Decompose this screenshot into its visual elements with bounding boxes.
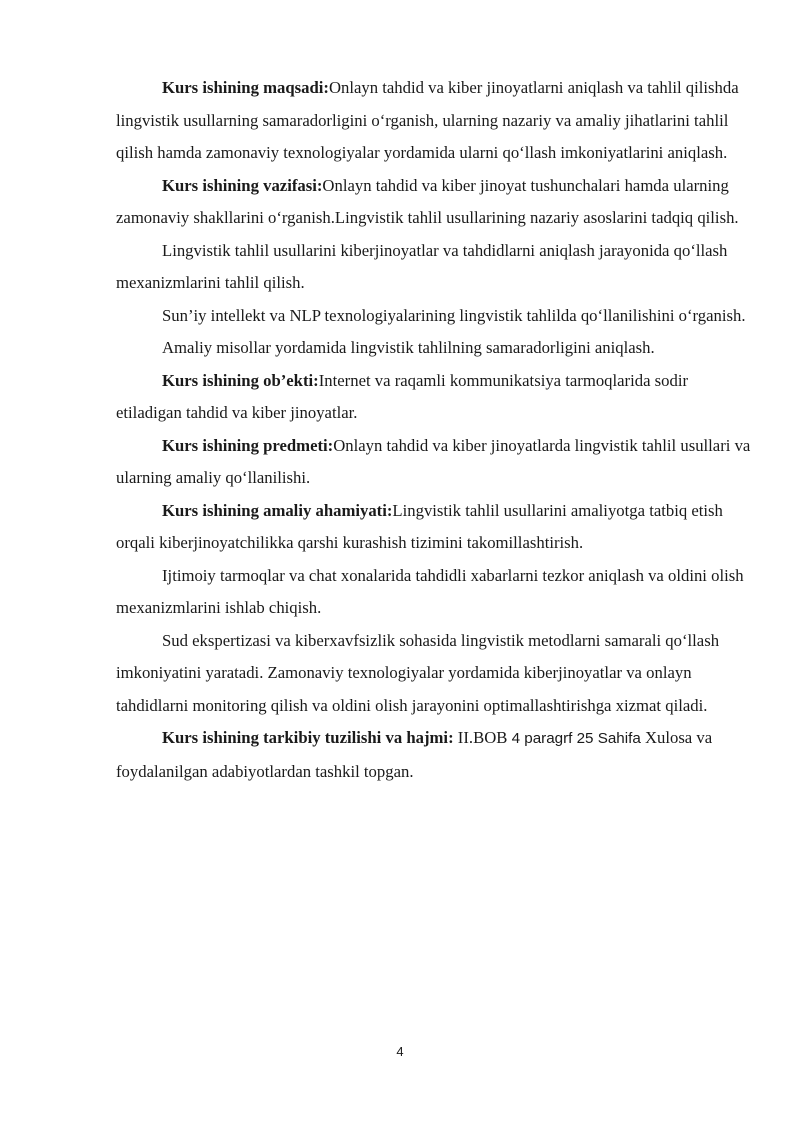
paragraph-text: Amaliy misollar yordamida lingvistik tahlilning samaradorligini aniqlash. — [162, 338, 655, 357]
paragraph-tasks — [116, 170, 756, 235]
paragraph-text: II.BOB — [453, 728, 512, 747]
paragraph-lead: Kurs ishining predmeti: — [162, 435, 334, 455]
paragraph-text: Internet va raqamli kommunikatsiya tarmoqlarida sodir etiladigan tahdid va kiber jinoyatlar. — [116, 370, 689, 422]
paragraph-text: Sud ekspertizasi va kiberxavfsizlik sohasida lingvistik metodlarni samarali qo‘llash imkoniyatini yaratadi. Zamonaviy texnologiyalar yordamida kiberjinoyatlar va onlayn tahdidlarni monitoring qilish va oldini olish jarayonini optimallashtirishga xizmat qiladi. — [116, 630, 720, 715]
paragraph-lead: Kurs ishining maqsadi: — [162, 78, 329, 97]
paragraph-text: Lingvistik tahlil usullarini kiberjinoyatlar va tahdidlarni aniqlash jarayonida qo‘llash mexanizmlarini tahlil qilish. — [116, 240, 728, 292]
paragraph-task-item — [116, 235, 756, 300]
paragraph-object — [116, 365, 756, 430]
paragraph-significance-item — [116, 560, 756, 625]
paragraph-subject — [116, 430, 756, 495]
paragraph-lead: Kurs ishining vazifasi: — [162, 175, 323, 195]
paragraph-structure — [116, 722, 756, 788]
paragraph-text: Onlayn tahdid va kiber jinoyat tushunchalari hamda ularning zamonaviy shakllarini o‘rganish.Lingvistik tahlil usullarining nazariy asoslarini tadqiq qilish. — [116, 175, 739, 227]
paragraph-lead: Kurs ishining amaliy ahamiyati: — [162, 500, 393, 520]
paragraph-text: Ijtimoiy tarmoqlar va chat xonalarida tahdidli xabarlarni tezkor aniqlash va oldini olish mexanizmlarini ishlab chiqish. — [116, 565, 744, 617]
paragraph-significance-item — [116, 625, 756, 723]
paragraph-lead: Kurs ishining ob’ekti: — [162, 370, 319, 390]
paragraph-text: Sun’iy intellekt va NLP texnologiyalarining lingvistik tahlilda qo‘llanilishini o‘rganish. — [162, 305, 746, 325]
paragraph-task-item — [116, 332, 756, 365]
paragraph-text: Xulosa va foydalanilgan adabiyotlardan tashkil topgan. — [116, 728, 713, 781]
paragraph-text: Onlayn tahdid va kiber jinoyatlarda lingvistik tahlil usullari va ularning amaliy qo‘llanilishi. — [116, 435, 751, 487]
paragraph-practical-significance — [116, 495, 756, 560]
page-number: 4 — [396, 1044, 404, 1059]
paragraph-text: Onlayn tahdid va kiber jinoyatlarni aniqlash va tahlil qilishda lingvistik usullarning samaradorligini o‘rganish, ularning nazariy va amaliy jihatlarini tahlil qilish hamda zamonaviy texnologiyalar yordamida ularni qo‘llash imkoniyatlarini aniqlash. — [116, 78, 739, 162]
paragraph-text: Lingvistik tahlil usullarini amaliyotga tatbiq etish orqali kiberjinoyatchilikka qarshi kurashish tizimini takomillashtirish. — [116, 500, 723, 552]
paragraph-task-item — [116, 300, 756, 333]
paragraph-goal — [116, 72, 756, 170]
document-body — [116, 72, 756, 788]
paragraph-text-sans: 4 paragrf 25 Sahifa — [511, 730, 641, 747]
paragraph-lead: Kurs ishining tarkibiy tuzilishi va hajmi: — [162, 728, 454, 747]
